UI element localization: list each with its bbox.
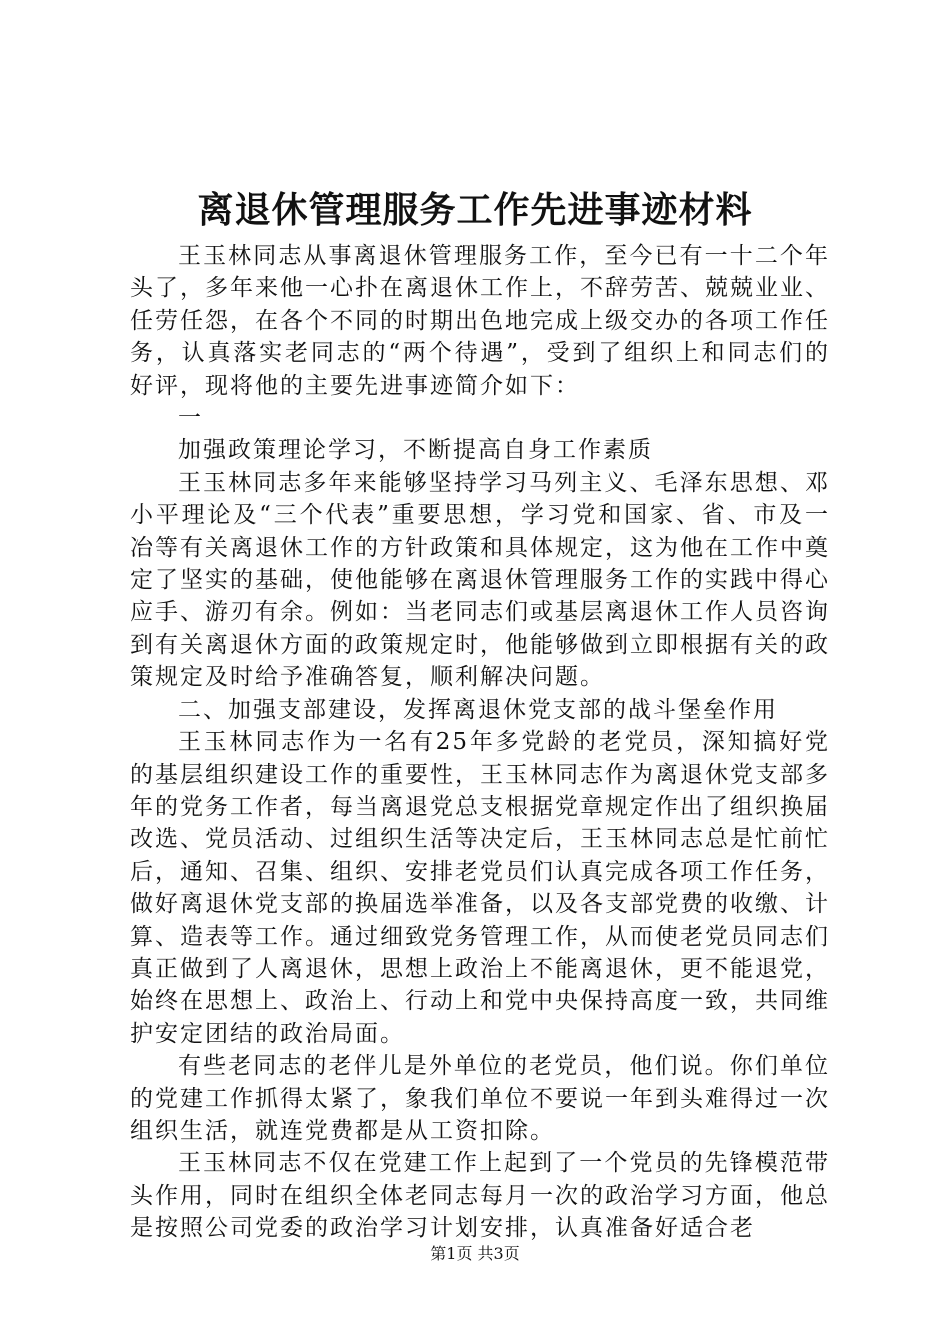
- document-body: [130, 240, 830, 1245]
- section-number-one: 一: [178, 405, 203, 432]
- paragraph-intro: 王玉林同志从事离退休管理服务工作，至今已有一十二个年头了，多年来他一心扑在离退休工作上，不辞劳苦、兢兢业业、任劳任怨，在各个不同的时期出色地完成上级交办的各项工作任务，认真落实老同志的“两个待遇”，受到了组织上和同志们的好评，现将他的主要先进事迹简介如下：: [130, 243, 830, 399]
- section-heading-one: 加强政策理论学习，不断提高自身工作素质: [178, 437, 653, 464]
- paragraph-section-two: 王玉林同志作为一名有25年多党龄的老党员，深知搞好党的基层组织建设工作的重要性，王玉林同志作为离退休党支部多年的党务工作者，每当离退党总支根据党章规定作出了组织换届改选、党员活动、过组织生活等决定后，王玉林同志总是忙前忙后，通知、召集、组织、安排老党员们认真完成各项工作任务，做好离退休党支部的换届选举准备，以及各支部党费的收缴、计算、造表等工作。通过细致党务管理工作，从而使老党员同志们真正做到了人离退休，思想上政治上不能离退休，更不能退党，始终在思想上、政治上、行动上和党中央保持高度一致，共同维护安定团结的政治局面。: [130, 729, 830, 1047]
- page-number-footer: 第1页 共3页: [430, 1244, 520, 1263]
- paragraph-study: 王玉林同志不仅在党建工作上起到了一个党员的先锋模范带头作用，同时在组织全体老同志每月一次的政治学习方面，他总是按照公司党委的政治学习计划安排，认真准备好适合老: [130, 1150, 830, 1242]
- paragraph-spouses: 有些老同志的老伴儿是外单位的老党员，他们说。你们单位的党建工作抓得太紧了，象我们单位不要说一年到头难得过一次组织生活，就连党费都是从工资扣除。: [130, 1053, 830, 1144]
- document-title: 离退休管理服务工作先进事迹材料: [197, 189, 753, 231]
- section-heading-two: 二、加强支部建设，发挥离退休党支部的战斗堡垒作用: [178, 696, 778, 723]
- paragraph-section-one: 王玉林同志多年来能够坚持学习马列主义、毛泽东思想、邓小平理论及“三个代表”重要思想，学习党和国家、省、市及一冶等有关离退休工作的方针政策和具体规定，这为他在工作中奠定了坚实的基础，使他能够在离退休管理服务工作的实践中得心应手、游刃有余。例如：当老同志们或基层离退休工作人员咨询到有关离退休方面的政策规定时，他能够做到立即根据有关的政策规定及时给予准确答复，顺利解决问题。: [130, 469, 830, 691]
